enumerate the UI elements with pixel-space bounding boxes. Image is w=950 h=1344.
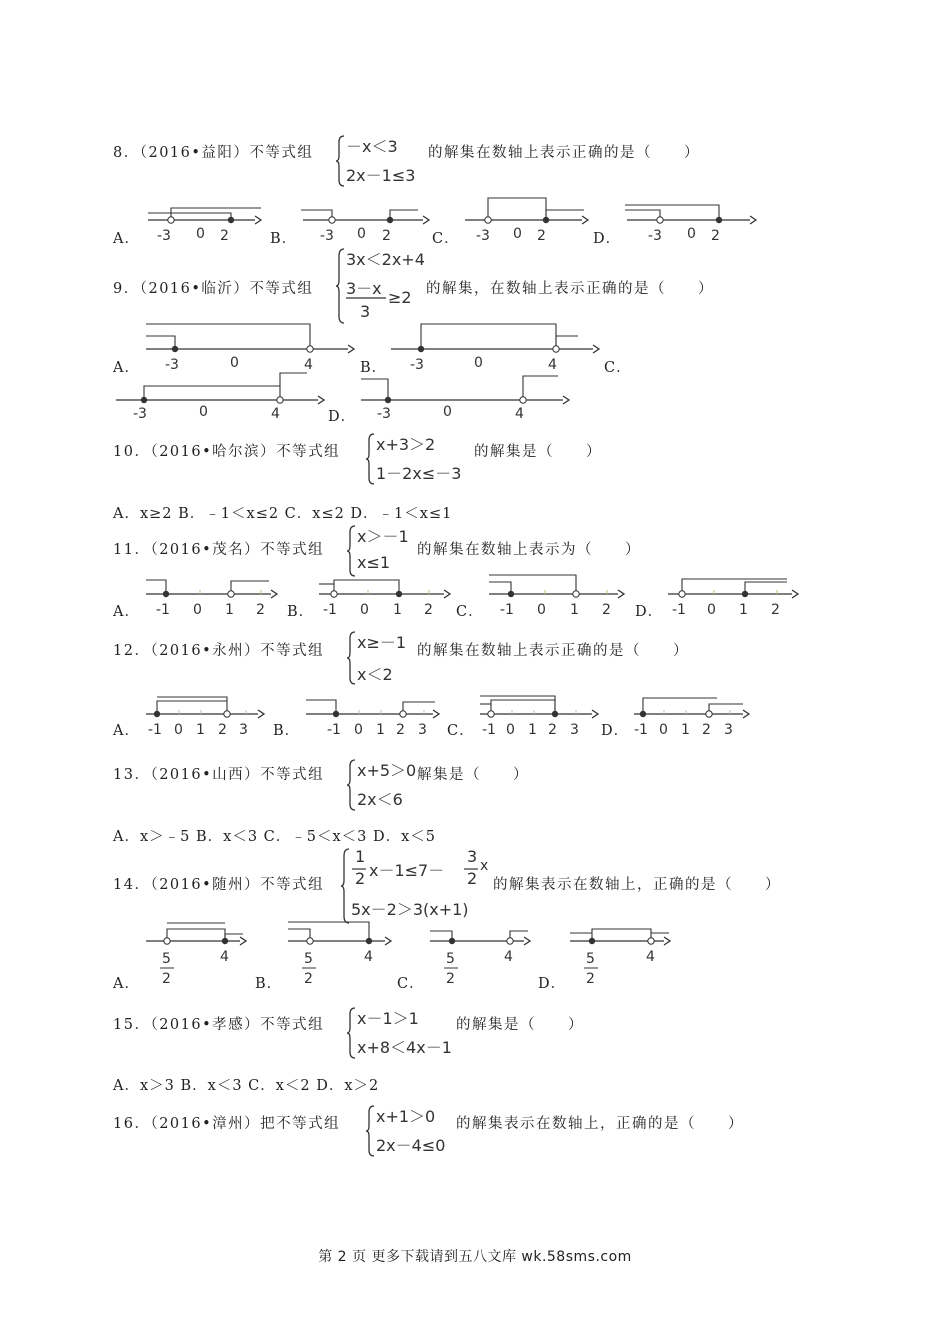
q14-numberline-d: [567, 915, 677, 990]
q10-head: 10．（2016•哈尔滨）不等式组: [113, 444, 341, 460]
q9-numberline-d: [358, 368, 573, 423]
q13-answers: A．x＞﹣5 B．x＜3 C．﹣5＜x＜3 D．x＜5: [113, 829, 437, 845]
svg-text:5: 5: [586, 951, 595, 967]
q15-tail: 的解集是（ ）: [456, 1017, 584, 1033]
q9-numberline-b: [388, 318, 608, 373]
svg-text:4: 4: [271, 406, 280, 422]
svg-text:1: 1: [376, 722, 385, 738]
q11-opt-b: B．: [287, 604, 315, 620]
q11-numberline-a: [143, 573, 283, 618]
q8-eq1: －x＜3: [346, 137, 398, 156]
svg-text:1: 1: [570, 602, 579, 618]
q12-opt-a: A．: [113, 723, 140, 739]
q14-eq1-den2: 2: [467, 869, 478, 888]
q14-opt-b: B．: [255, 976, 283, 992]
q8-eq2: 2x－1≤3: [346, 166, 416, 185]
svg-text:1: 1: [739, 602, 748, 618]
svg-text:-3: -3: [157, 228, 171, 244]
svg-text:0: 0: [193, 602, 202, 618]
svg-text:2: 2: [586, 971, 595, 987]
svg-text:4: 4: [504, 949, 513, 965]
q11-system: [347, 524, 417, 578]
q16-eq2: 2x－4≤0: [376, 1136, 446, 1155]
svg-text:4: 4: [304, 357, 313, 373]
svg-text:4: 4: [548, 357, 557, 373]
svg-text:3: 3: [239, 722, 248, 738]
svg-text:-3: -3: [133, 406, 147, 422]
q8-head: 8．（2016•益阳）不等式组: [113, 145, 314, 161]
q9-numberline-c: [113, 368, 328, 423]
q9-system: [336, 247, 436, 327]
q12-eq2: x＜2: [357, 665, 393, 684]
q14-eq1-mid: x－1≤7－: [369, 861, 445, 880]
svg-text:3: 3: [570, 722, 579, 738]
q9-numberline-a: [143, 318, 358, 373]
svg-text:1: 1: [528, 722, 537, 738]
q10-system: [366, 432, 476, 486]
svg-text:0: 0: [230, 355, 239, 371]
svg-text:-1: -1: [672, 602, 686, 618]
q14-numberline-c: [427, 915, 537, 990]
q14-tail: 的解集表示在数轴上，正确的是（ ）: [493, 877, 781, 893]
q15-system: [347, 1006, 457, 1060]
svg-text:4: 4: [364, 949, 373, 965]
q14-opt-d: D．: [538, 976, 567, 992]
svg-text:3: 3: [418, 722, 427, 738]
q11-opt-a: A．: [113, 604, 140, 620]
svg-text:2: 2: [446, 971, 455, 987]
svg-text:2: 2: [382, 228, 391, 244]
svg-text:2: 2: [702, 722, 711, 738]
svg-text:4: 4: [220, 949, 229, 965]
q12-opt-c: C．: [447, 723, 475, 739]
q15-eq2: x+8＜4x－1: [357, 1038, 452, 1057]
q9-opt-c: C．: [604, 360, 632, 376]
svg-text:-3: -3: [476, 228, 490, 244]
q11-opt-c: C．: [456, 604, 484, 620]
q14-eq1-num2: 3: [467, 847, 478, 866]
q11-tail: 的解集在数轴上表示为（ ）: [417, 542, 641, 558]
svg-text:0: 0: [354, 722, 363, 738]
q16-head: 16．（2016•漳州）把不等式组: [113, 1116, 341, 1132]
svg-text:-1: -1: [500, 602, 514, 618]
q16-eq1: x+1＞0: [376, 1107, 436, 1126]
svg-text:0: 0: [474, 355, 483, 371]
svg-text:1: 1: [681, 722, 690, 738]
q8-numberline-c: [460, 195, 595, 245]
q15-answers: A．x＞3 B．x＜3 C．x＜2 D．x＞2: [113, 1078, 380, 1094]
svg-text:2: 2: [162, 971, 171, 987]
q15-eq1: x－1＞1: [357, 1009, 419, 1028]
q9-eq2-rel: ≥2: [388, 288, 412, 307]
svg-text:-1: -1: [634, 722, 648, 738]
svg-text:-1: -1: [323, 602, 337, 618]
svg-text:0: 0: [537, 602, 546, 618]
q9-eq2-num: 3－x: [346, 279, 382, 298]
q13-head: 13．（2016•山西）不等式组: [113, 767, 325, 783]
q11-eq1: x＞－1: [357, 527, 409, 546]
svg-text:-3: -3: [648, 228, 662, 244]
q11-numberline-d: [665, 570, 805, 618]
q14-opt-a: A．: [113, 976, 140, 992]
svg-text:0: 0: [707, 602, 716, 618]
q12-opt-d: D．: [601, 723, 630, 739]
q14-eq1-den1: 2: [355, 869, 366, 888]
q8-numberline-b: [298, 200, 433, 245]
q11-numberline-b: [316, 573, 456, 618]
svg-text:4: 4: [646, 949, 655, 965]
svg-text:0: 0: [687, 226, 696, 242]
svg-text:0: 0: [513, 226, 522, 242]
q10-tail: 的解集是（ ）: [474, 444, 602, 460]
page-footer: 第 2 页 更多下载请到五八文库 wk.58sms.com: [318, 1249, 632, 1265]
q9-eq1: 3x＜2x+4: [346, 250, 425, 269]
q12-numberline-d: [631, 690, 756, 740]
q15-head: 15．（2016•孝感）不等式组: [113, 1017, 325, 1033]
svg-text:-1: -1: [482, 722, 496, 738]
svg-text:0: 0: [199, 404, 208, 420]
svg-text:2: 2: [771, 602, 780, 618]
svg-text:0: 0: [360, 602, 369, 618]
q11-numberline-c: [486, 570, 631, 618]
q14-eq1-num1: 1: [355, 847, 366, 866]
svg-text:0: 0: [506, 722, 515, 738]
svg-text:-1: -1: [148, 722, 162, 738]
q12-numberline-c: [477, 690, 607, 740]
svg-text:1: 1: [196, 722, 205, 738]
q13-eq2: 2x＜6: [357, 790, 403, 809]
q11-eq2: x≤1: [357, 553, 391, 572]
svg-text:2: 2: [396, 722, 405, 738]
svg-text:-3: -3: [410, 357, 424, 373]
svg-text:0: 0: [659, 722, 668, 738]
q9-head: 9．（2016•临沂）不等式组: [113, 281, 314, 297]
svg-text:-3: -3: [320, 228, 334, 244]
q9-eq2-den: 3: [360, 302, 371, 321]
svg-text:2: 2: [711, 228, 720, 244]
q13-eq1: x+5＞0: [357, 761, 417, 780]
svg-text:2: 2: [304, 971, 313, 987]
q8-opt-b: B．: [270, 231, 298, 247]
q13-system: [347, 758, 417, 812]
svg-text:5: 5: [446, 951, 455, 967]
svg-text:-1: -1: [156, 602, 170, 618]
svg-text:5: 5: [162, 951, 171, 967]
q12-eq1: x≥－1: [357, 633, 407, 652]
svg-text:1: 1: [393, 602, 402, 618]
q16-tail: 的解集表示在数轴上，正确的是（ ）: [456, 1116, 744, 1132]
q14-eq1-end: x: [480, 858, 489, 874]
svg-text:2: 2: [602, 602, 611, 618]
svg-text:2: 2: [548, 722, 557, 738]
svg-text:-3: -3: [165, 357, 179, 373]
q13-tail: 解集是（ ）: [417, 767, 529, 783]
svg-text:0: 0: [174, 722, 183, 738]
svg-text:4: 4: [515, 406, 524, 422]
q14-opt-c: C．: [397, 976, 425, 992]
q9-opt-a: A．: [113, 360, 140, 376]
q8-opt-c: C．: [432, 231, 460, 247]
svg-text:2: 2: [256, 602, 265, 618]
svg-text:2: 2: [220, 228, 229, 244]
q11-opt-d: D．: [635, 604, 664, 620]
q14-numberline-a: [143, 915, 253, 990]
svg-text:1: 1: [225, 602, 234, 618]
q10-eq1: x+3＞2: [376, 435, 436, 454]
svg-text:2: 2: [537, 228, 546, 244]
q14-eq2: 5x－2＞3(x+1): [351, 900, 469, 919]
q8-opt-d: D．: [593, 231, 622, 247]
q8-opt-a: A．: [113, 231, 140, 247]
q14-numberline-b: [285, 915, 400, 990]
q9-opt-b: B．: [360, 360, 388, 376]
svg-text:3: 3: [724, 722, 733, 738]
svg-text:2: 2: [424, 602, 433, 618]
q9-opt-d: D．: [328, 409, 357, 425]
q8-system: [336, 134, 426, 188]
q16-system: [366, 1104, 456, 1158]
svg-text:0: 0: [357, 226, 366, 242]
q11-head: 11．（2016•茂名）不等式组: [113, 542, 325, 558]
svg-text:-3: -3: [377, 406, 391, 422]
q8-numberline-a: [143, 200, 263, 245]
svg-text:0: 0: [443, 404, 452, 420]
q12-opt-b: B．: [273, 723, 301, 739]
q8-tail: 的解集在数轴上表示正确的是（ ）: [428, 145, 700, 161]
svg-text:0: 0: [196, 226, 205, 242]
q14-system: [341, 847, 491, 925]
q12-head: 12．（2016•永州）不等式组: [113, 643, 325, 659]
q10-answers: A．x≥2 B．﹣1＜x≤2 C．x≤2 D．﹣1＜x≤1: [113, 506, 453, 522]
q10-eq2: 1－2x≤－3: [376, 464, 462, 483]
q12-numberline-b: [303, 690, 443, 740]
svg-text:5: 5: [304, 951, 313, 967]
q12-tail: 的解集在数轴上表示正确的是（ ）: [417, 643, 689, 659]
svg-text:-1: -1: [327, 722, 341, 738]
q14-head: 14．（2016•随州）不等式组: [113, 877, 325, 893]
q9-tail: 的解集，在数轴上表示正确的是（ ）: [426, 281, 714, 297]
q12-numberline-a: [143, 690, 268, 740]
svg-text:2: 2: [218, 722, 227, 738]
q12-system: [347, 630, 417, 686]
q8-numberline-d: [622, 195, 762, 245]
